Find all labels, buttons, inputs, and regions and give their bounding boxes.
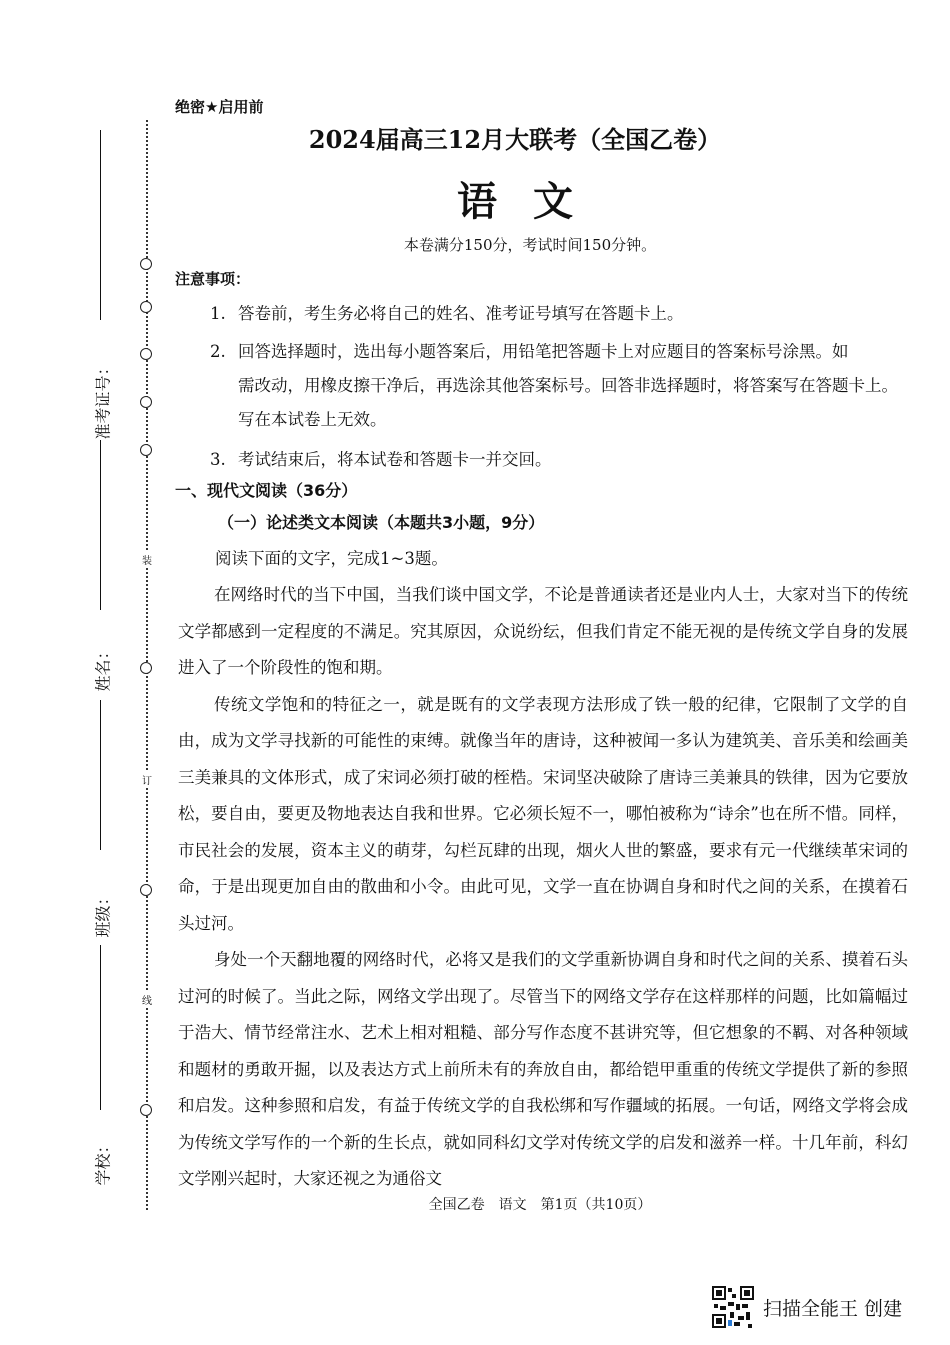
name-line [100, 440, 101, 610]
binding-circle [140, 662, 152, 674]
notice-heading: 注意事项： [175, 270, 251, 288]
binding-circle [140, 444, 152, 456]
binding-circle [140, 258, 152, 270]
notice-item-number: 2. [210, 342, 226, 361]
notice-item-text: 考试结束后，将本试卷和答题卡一并交回。 [238, 450, 552, 469]
notice-item [210, 335, 910, 437]
binding-mark-xian: 线 [141, 992, 153, 1007]
notice-item [210, 297, 910, 331]
binding-mark-ding: 订 [141, 772, 153, 787]
name-label: 姓名： [93, 643, 113, 692]
binding-circle [140, 396, 152, 408]
classified-label: 绝密★启用前 [175, 98, 264, 116]
notice-item-text: 答卷前，考生务必将自己的姓名、准考证号填写在答题卡上。 [238, 304, 684, 323]
notice-item-continuation: 需改动，用橡皮擦干净后，再选涂其他答案标号。回答非选择题时，将答案写在答题卡上。写在本试卷上无效。 [238, 376, 898, 429]
reading-instruction: 阅读下面的文字，完成1~3题。 [215, 549, 448, 568]
subject-title: 语文 [457, 178, 609, 225]
qr-code-icon [712, 1286, 754, 1328]
exam-number-label: 准考证号： [93, 359, 113, 440]
article-paragraph: 身处一个天翻地覆的网络时代，必将又是我们的文学重新协调自身和时代之间的关系、摸着石头过河的时候了。当此之际，网络文学出现了。尽管当下的网络文学存在这样那样的问题，比如篇幅过于浩大、情节经常注水、艺术上相对粗糙、部分写作态度不甚讲究等，但它想象的不羁、对各种领域和题材的勇敢开掘，以及表达方式上前所未有的奔放自由，都给铠甲重重的传统文学提供了新的参照和启发。这种参照和启发，有益于传统文学的自我松绑和写作疆域的拓展。一句话，网络文学将会成为传统文学写作的一个新的生长点，就如同科幻文学对传统文学的启发和滋养一样。十几年前，科幻文学刚兴起时，大家还视之为通俗文 [178, 950, 908, 1188]
school-label: 学校： [93, 1137, 113, 1186]
section-title: 一、现代文阅读（36分） [175, 481, 358, 500]
article-body [178, 577, 908, 1198]
school-line [100, 945, 101, 1110]
notice-item-number: 3. [210, 450, 226, 469]
scanner-watermark: 扫描全能王 创建 [763, 1298, 903, 1320]
binding-circle [140, 301, 152, 313]
binding-circle [140, 1104, 152, 1116]
article-paragraph: 在网络时代的当下中国，当我们谈中国文学，不论是普通读者还是业内人士，大家对当下的传统文学都感到一定程度的不满足。究其原因，众说纷纭，但我们肯定不能无视的是传统文学自身的发展进入了一个阶段性的饱和期。 [178, 585, 908, 677]
binding-circle [140, 348, 152, 360]
binding-circle [140, 884, 152, 896]
page-footer: 全国乙卷 语文 第1页（共10页） [428, 1197, 652, 1213]
notice-item [210, 443, 910, 477]
exam-title: 2024届高三12月大联考（全国乙卷） [308, 125, 722, 154]
notice-item-text: 回答选择题时，选出每小题答案后，用铅笔把答题卡上对应题目的答案标号涂黑。如 [238, 342, 849, 361]
notice-item-number: 1. [210, 304, 226, 323]
class-line [100, 700, 101, 850]
class-label: 班级： [93, 889, 113, 938]
exam-info: 本卷满分150分，考试时间150分钟。 [403, 236, 657, 254]
binding-mark-zhuang: 装 [141, 552, 153, 567]
subsection-title: （一）论述类文本阅读（本题共3小题，9分） [218, 513, 545, 532]
article-paragraph: 传统文学饱和的特征之一，就是既有的文学表现方法形成了铁一般的纪律，它限制了文学的自由，成为文学寻找新的可能性的束缚。就像当年的唐诗，这种被闻一多认为建筑美、音乐美和绘画美三美兼具的文体形式，成了宋词必须打破的桎梏。宋词坚决破除了唐诗三美兼具的铁律，因为它要放松，要自由，要更及物地表达自我和世界。它必须长短不一，哪怕被称为“诗余”也在所不惜。同样，市民社会的发展，资本主义的萌芽，勾栏瓦肆的出现，烟火人世的繁盛，要求有元一代继续革宋词的命，于是出现更加自由的散曲和小令。由此可见，文学一直在协调自身和时代之间的关系，在摸着石头过河。 [178, 694, 908, 933]
